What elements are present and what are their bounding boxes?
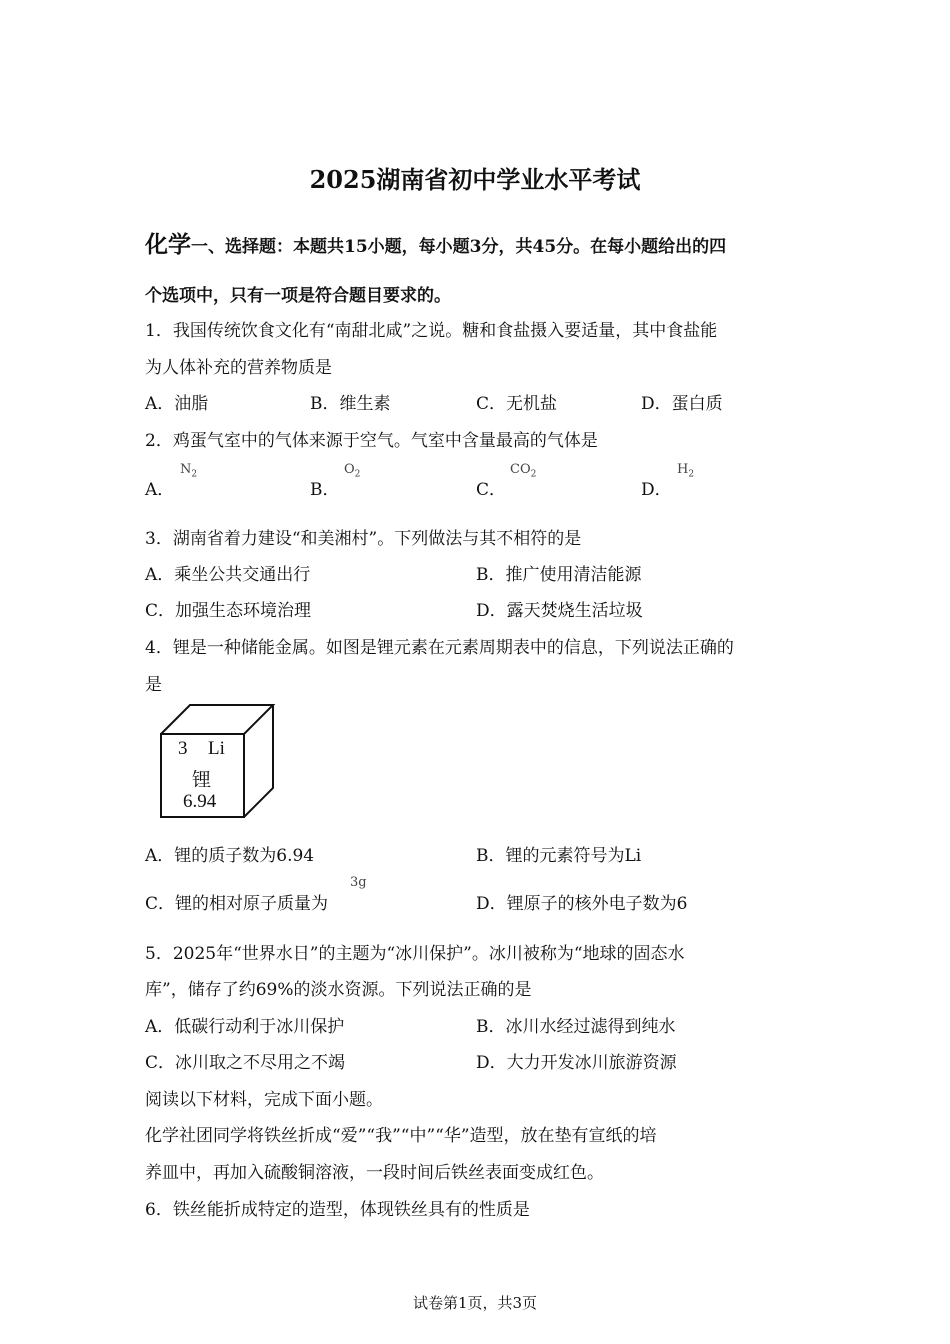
- section-heading: [145, 226, 726, 259]
- section-heading-line2: 个选项中，只有一项是符合题目要求的。: [145, 286, 451, 306]
- element-atomic-number: 3: [178, 738, 188, 759]
- question-4-option-b[interactable]: B．锂的元素符号为Li: [476, 846, 642, 866]
- question-3-option-c[interactable]: C．加强生态环境治理: [145, 601, 312, 621]
- question-3-stem: 3．湖南省着力建设“和美湘村”。下列做法与其不相符的是: [145, 529, 582, 549]
- element-symbol: Li: [208, 738, 225, 759]
- question-1-option-b[interactable]: B．维生素: [310, 394, 391, 414]
- formula-n2: $N_2$: [180, 462, 198, 480]
- question-3-option-b[interactable]: B．推广使用清洁能源: [476, 565, 642, 585]
- question-3-option-d[interactable]: D．露天焚烧生活垃圾: [476, 601, 643, 621]
- material-line2: 养皿中，再加入硫酸铜溶液，一段时间后铁丝表面变成红色。: [145, 1163, 604, 1183]
- formula-o2: $O_2$: [344, 462, 361, 480]
- question-1-option-a[interactable]: A．油脂: [145, 394, 209, 414]
- question-2-option-a[interactable]: A．: [145, 480, 175, 500]
- question-2-stem: 2．鸡蛋气室中的气体来源于空气。气室中含量最高的气体是: [145, 431, 598, 451]
- formula-co2: $CO_2$: [510, 462, 537, 480]
- material-line1: 化学社团同学将铁丝折成“爱”“我”“中”“华”造型，放在垫有宣纸的培: [145, 1126, 657, 1146]
- question-2-option-b[interactable]: B．: [310, 480, 340, 500]
- question-1-stem-line1: 1．我国传统饮食文化有“南甜北咸”之说。糖和食盐摄入要适量，其中食盐能: [145, 321, 718, 341]
- cube-outline: [158, 702, 278, 820]
- question-5-stem-line2: 库”，储存了约69%的淡水资源。下列说法正确的是: [145, 980, 532, 1000]
- question-3-option-a[interactable]: A．乘坐公共交通出行: [145, 565, 311, 585]
- question-4-option-a[interactable]: A．锂的质子数为6.94: [145, 846, 315, 866]
- question-5-option-a[interactable]: A．低碳行动利于冰川保护: [145, 1017, 345, 1037]
- page-title: 2025湖南省初中学业水平考试: [309, 165, 641, 194]
- question-5-option-d[interactable]: D．大力开发冰川旅游资源: [476, 1053, 677, 1073]
- question-6-stem: 6．铁丝能折成特定的造型，体现铁丝具有的性质是: [145, 1200, 530, 1220]
- question-1-stem-line2: 为人体补充的营养物质是: [145, 358, 332, 378]
- material-intro: 阅读以下材料，完成下面小题。: [145, 1090, 383, 1110]
- element-card-figure: [158, 702, 278, 820]
- question-1-option-c[interactable]: C．无机盐: [476, 394, 558, 414]
- section-heading-line1: 一、选择题：本题共15小题，每小题3分，共45分。在每小题给出的四: [191, 237, 727, 257]
- question-2-option-d[interactable]: D．: [641, 480, 672, 500]
- question-5-option-c[interactable]: C．冰川取之不尽用之不竭: [145, 1053, 346, 1073]
- question-4-stem-line2: 是: [145, 675, 162, 695]
- element-mass: 6.94: [183, 791, 217, 812]
- question-2-option-c[interactable]: C．: [476, 480, 507, 500]
- question-1-option-d[interactable]: D．蛋白质: [641, 394, 723, 414]
- question-4-option-d[interactable]: D．锂原子的核外电子数为6: [476, 894, 688, 914]
- subject-label: 化学: [145, 231, 191, 258]
- page-footer: 试卷第1页，共3页: [412, 1294, 538, 1312]
- option-c-unit-sup: 3g: [350, 875, 367, 890]
- element-name: 锂: [192, 770, 212, 791]
- question-4-stem-line1: 4．锂是一种储能金属。如图是锂元素在元素周期表中的信息，下列说法正确的: [145, 638, 734, 658]
- question-5-stem-line1: 5．2025年“世界水日”的主题为“冰川保护”。冰川被称为“地球的固态水: [145, 944, 685, 964]
- question-5-option-b[interactable]: B．冰川水经过滤得到纯水: [476, 1017, 676, 1037]
- question-4-option-c[interactable]: C．锂的相对原子质量为: [145, 894, 329, 914]
- formula-h2: $H_2$: [677, 462, 695, 480]
